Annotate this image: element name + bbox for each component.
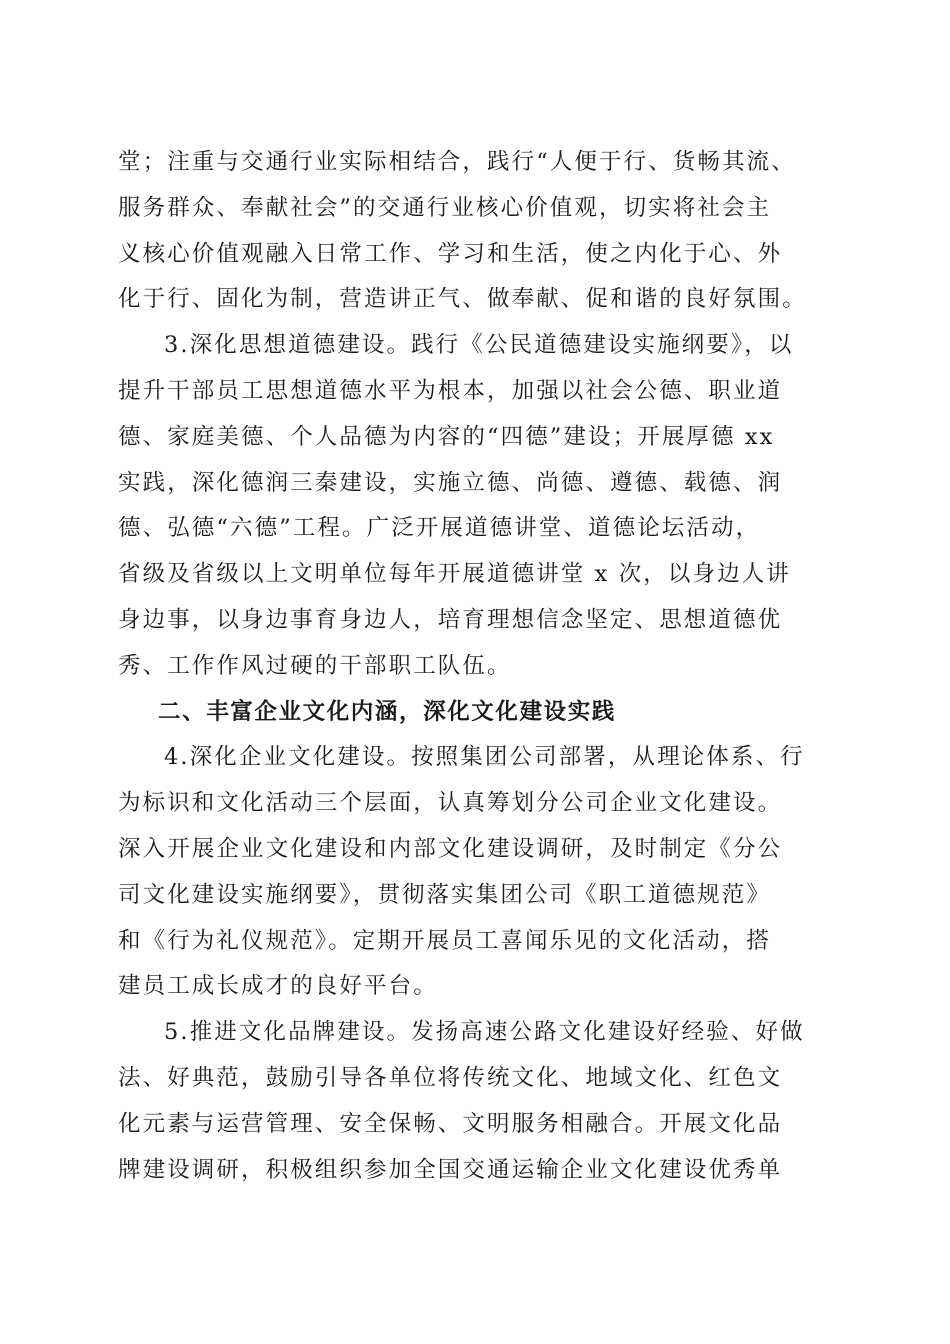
text-line: 司文化建设实施纲要》，贯彻落实集团公司《职工道德规范》 xyxy=(118,881,771,908)
text-line: 5.推进文化品牌建设。发扬高速公路文化建设好经验、好做 xyxy=(164,1019,805,1046)
text-line: 和《行为礼仪规范》。定期开展员工喜闻乐见的文化活动，搭 xyxy=(118,927,771,954)
text-line: 法、好典范，鼓励引导各单位将传统文化、地域文化、红色文 xyxy=(118,1064,783,1091)
text-line: 堂；注重与交通行业实际相结合，践行“人便于行、货畅其流、 xyxy=(118,149,796,175)
text-line: 3.深化思想道德建设。践行《公民道德建设实施纲要》，以 xyxy=(164,332,794,359)
text-line: 省级及省级以上文明单位每年开展道德讲堂 x 次，以身边人讲 xyxy=(118,561,791,588)
text-line: 为标识和文化活动三个层面，认真筹划分公司企业文化建设。 xyxy=(118,790,783,817)
text-line: 化于行、固化为制，营造讲正气、做奉献、促和谐的良好氛围。 xyxy=(118,286,807,313)
text-line: 4.深化企业文化建设。按照集团公司部署，从理论体系、行 xyxy=(164,744,805,771)
text-line: 义核心价值观融入日常工作、学习和生活，使之内化于心、外 xyxy=(118,240,783,267)
text-line: 牌建设调研，积极组织参加全国交通运输企业文化建设优秀单 xyxy=(118,1156,783,1183)
text-line: 秀、工作作风过硬的干部职工队伍。 xyxy=(118,652,512,679)
text-line: 提升干部员工思想道德水平为根本，加强以社会公德、职业道 xyxy=(118,377,783,404)
text-line: 德、弘德“六德”工程。广泛开展道德讲堂、道德论坛活动， xyxy=(118,515,761,542)
text-line: 深入开展企业文化建设和内部文化建设调研，及时制定《分公 xyxy=(118,835,783,862)
text-line: 建员工成长成才的良好平台。 xyxy=(118,973,438,1000)
text-line: 实践，深化德润三秦建设，实施立德、尚德、遵德、载德、润 xyxy=(118,469,783,496)
text-line: 身边事，以身边事育身边人，培育理想信念坚定、思想道德优 xyxy=(118,606,783,633)
document-body xyxy=(118,140,830,1193)
text-line: 化元素与运营管理、安全保畅、文明服务相融合。开展文化品 xyxy=(118,1110,783,1137)
text-line: 德、家庭美德、个人品德为内容的“四德”建设；开展厚德 xx xyxy=(118,423,775,450)
text-line: 服务群众、奉献社会”的交通行业核心价值观，切实将社会主 xyxy=(118,194,772,221)
section-heading: 二、丰富企业文化内涵，深化文化建设实践 xyxy=(158,698,616,725)
